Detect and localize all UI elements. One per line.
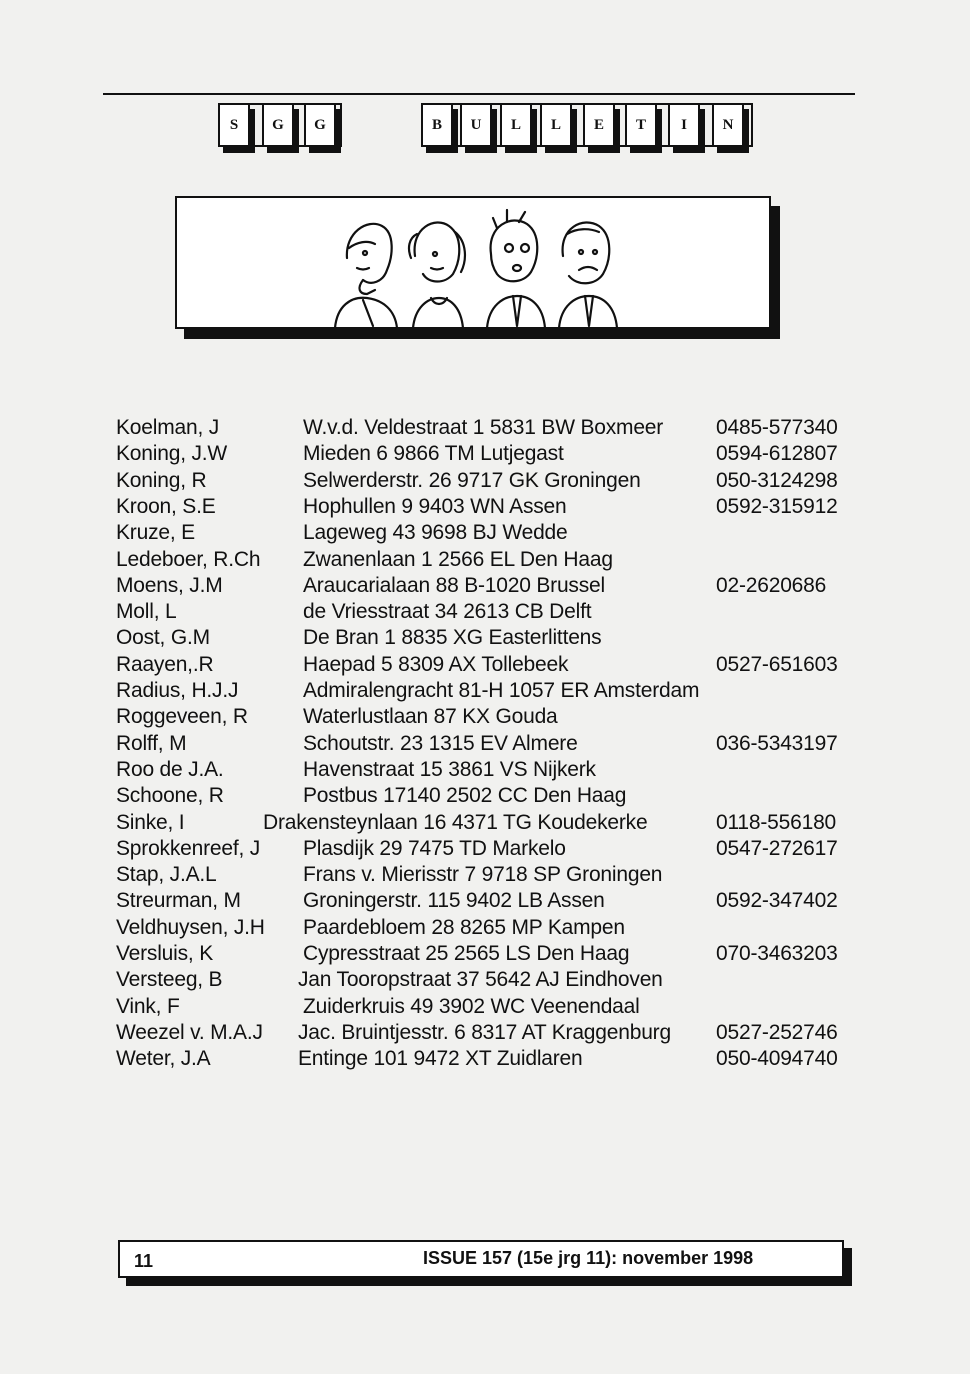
title-letter: N: [712, 103, 744, 147]
member-name: Roggeveen, R: [116, 705, 248, 728]
member-address: Haepad 5 8309 AX Tollebeek: [303, 653, 569, 676]
member-phone: 0594-612807: [716, 442, 838, 465]
member-phone: 050-4094740: [716, 1047, 838, 1070]
title-letter: B: [421, 103, 453, 147]
member-phone: 0592-347402: [716, 889, 838, 912]
member-address: Zwanenlaan 1 2566 EL Den Haag: [303, 548, 613, 571]
member-address: Havenstraat 15 3861 VS Nijkerk: [303, 758, 596, 781]
member-address: Postbus 17140 2502 CC Den Haag: [303, 784, 627, 807]
member-address: Schoutstr. 23 1315 EV Almere: [303, 732, 578, 755]
page-footer: [118, 1240, 844, 1278]
member-name: Kruze, E: [116, 521, 195, 544]
member-name: Kroon, S.E: [116, 495, 216, 518]
member-phone: 050-3124298: [716, 469, 838, 492]
member-address: W.v.d. Veldestraat 1 5831 BW Boxmeer: [303, 416, 664, 439]
member-address: Cypresstraat 25 2565 LS Den Haag: [303, 942, 630, 965]
member-name: Stap, J.A.L: [116, 863, 217, 886]
member-phone: 0485-577340: [716, 416, 838, 439]
member-address: de Vriesstraat 34 2613 CB Delft: [303, 600, 592, 623]
member-name: Veldhuysen, J.H: [116, 916, 265, 939]
title-letter: G: [262, 103, 294, 147]
member-name: Versteeg, B: [116, 968, 223, 991]
member-phone: 02-2620686: [716, 574, 827, 597]
member-phone: 0592-315912: [716, 495, 838, 518]
member-address: Drakensteynlaan 16 4371 TG Koudekerke: [263, 811, 648, 834]
member-name: Moll, L: [116, 600, 177, 623]
member-address: Mieden 6 9866 TM Lutjegast: [303, 442, 564, 465]
member-phone: 0118-556180: [716, 811, 837, 834]
member-address: Frans v. Mierisstr 7 9718 SP Groningen: [303, 863, 663, 886]
member-address: Waterlustlaan 87 KX Gouda: [303, 705, 558, 728]
member-address: Groningerstr. 115 9402 LB Assen: [303, 889, 605, 912]
member-address: Selwerderstr. 26 9717 GK Groningen: [303, 469, 641, 492]
member-address: Jan Tooropstraat 37 5642 AJ Eindhoven: [298, 968, 663, 991]
title-letter: S: [218, 103, 250, 147]
member-address: Admiralengracht 81-H 1057 ER Amsterdam: [303, 679, 700, 702]
member-name: Ledeboer, R.Ch: [116, 548, 261, 571]
member-name: Weezel v. M.A.J: [116, 1021, 263, 1044]
member-name: Radius, H.J.J: [116, 679, 239, 702]
member-address: Plasdijk 29 7475 TD Markelo: [303, 837, 566, 860]
member-name: Vink, F: [116, 995, 180, 1018]
member-address: Entinge 101 9472 XT Zuidlaren: [298, 1047, 583, 1070]
member-name: Raayen,.R: [116, 653, 214, 676]
title-letter: T: [625, 103, 657, 147]
member-name: Koning, J.W: [116, 442, 228, 465]
member-name: Koning, R: [116, 469, 207, 492]
title-letter: E: [583, 103, 615, 147]
member-name: Sprokkenreef, J: [116, 837, 261, 860]
title-letter: I: [668, 103, 700, 147]
member-phone: 0527-252746: [716, 1021, 838, 1044]
member-address: De Bran 1 8835 XG Easterlittens: [303, 626, 602, 649]
member-name: Koelman, J: [116, 416, 220, 439]
member-address: Paardebloem 28 8265 MP Kampen: [303, 916, 625, 939]
member-name: Versluis, K: [116, 942, 214, 965]
member-address: Zuiderkruis 49 3902 WC Veenendaal: [303, 995, 640, 1018]
member-address: Hophullen 9 9403 WN Assen: [303, 495, 567, 518]
member-address: Lageweg 43 9698 BJ Wedde: [303, 521, 568, 544]
title-letter: L: [540, 103, 572, 147]
member-name: Sinke, I: [116, 811, 185, 834]
member-phone: 0547-272617: [716, 837, 838, 860]
member-phone: 036-5343197: [716, 732, 838, 755]
member-name: Schoone, R: [116, 784, 224, 807]
issue-info: ISSUE 157 (15e jrg 11): november 1998: [423, 1248, 754, 1268]
member-address: Jac. Bruintjesstr. 6 8317 AT Kraggenburg: [298, 1021, 671, 1044]
member-name: Weter, J.A: [116, 1047, 211, 1070]
title-letter: U: [460, 103, 492, 147]
member-name: Roo de J.A.: [116, 758, 224, 781]
member-phone: 070-3463203: [716, 942, 838, 965]
member-name: Oost, G.M: [116, 626, 210, 649]
member-name: Rolff, M: [116, 732, 187, 755]
member-address: Araucarialaan 88 B-1020 Brussel: [303, 574, 605, 597]
title-letter: L: [500, 103, 532, 147]
page-number: 11: [134, 1251, 154, 1271]
member-phone: 0527-651603: [716, 653, 838, 676]
member-name: Moens, J.M: [116, 574, 223, 597]
member-name: Streurman, M: [116, 889, 241, 912]
title-letter: G: [304, 103, 336, 147]
